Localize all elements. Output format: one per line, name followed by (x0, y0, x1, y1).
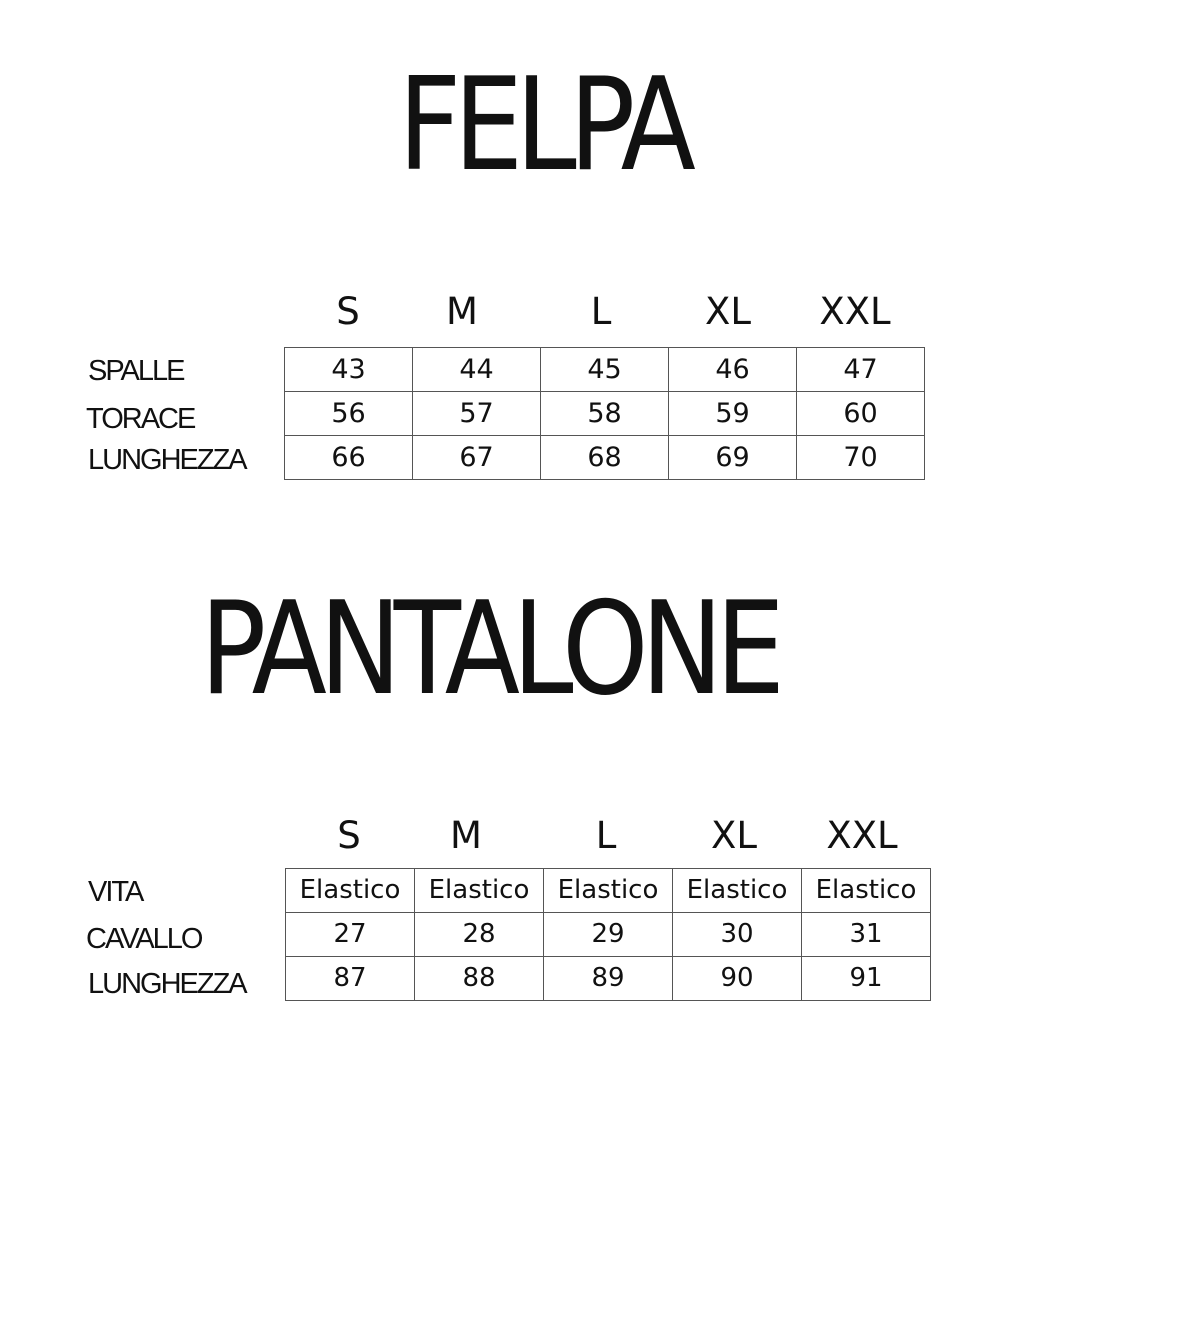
felpa-cell-torace-s: 56 (285, 392, 413, 436)
felpa-cell-spalle-xxl: 47 (797, 348, 925, 392)
felpa-cell-torace-m: 57 (413, 392, 541, 436)
pantalone-size-header-l: L (595, 814, 617, 857)
pantalone-size-table (285, 868, 931, 1001)
pantalone-row-vita (286, 869, 931, 913)
pantalone-row-lunghezza (286, 957, 931, 1001)
pantalone-cell-cavallo-s: 27 (286, 913, 415, 957)
felpa-cell-torace-xl: 59 (669, 392, 797, 436)
pantalone-cell-cavallo-xl: 30 (673, 913, 802, 957)
felpa-cell-lunghezza-xl: 69 (669, 436, 797, 480)
pantalone-cell-vita-s: Elastico (286, 869, 415, 913)
felpa-cell-lunghezza-l: 68 (541, 436, 669, 480)
pantalone-row-cavallo (286, 913, 931, 957)
pantalone-size-header-s: S (337, 814, 361, 857)
pantalone-cell-lunghezza-m: 88 (415, 957, 544, 1001)
pantalone-row-label-vita: VITA (88, 876, 143, 908)
felpa-row-label-lunghezza: LUNGHEZZA (88, 444, 246, 476)
pantalone-cell-vita-l: Elastico (544, 869, 673, 913)
pantalone-size-header-xxl: XXL (826, 814, 898, 857)
pantalone-cell-cavallo-xxl: 31 (802, 913, 931, 957)
felpa-row-label-torace: TORACE (86, 403, 195, 435)
pantalone-cell-vita-xl: Elastico (673, 869, 802, 913)
pantalone-title: PANTALONE (200, 575, 778, 724)
felpa-row-label-spalle: SPALLE (88, 355, 184, 387)
pantalone-cell-lunghezza-xl: 90 (673, 957, 802, 1001)
pantalone-cell-vita-xxl: Elastico (802, 869, 931, 913)
felpa-cell-lunghezza-xxl: 70 (797, 436, 925, 480)
felpa-size-table (284, 347, 925, 480)
pantalone-size-header-xl: XL (711, 814, 757, 857)
felpa-cell-torace-l: 58 (541, 392, 669, 436)
pantalone-cell-lunghezza-l: 89 (544, 957, 673, 1001)
felpa-cell-torace-xxl: 60 (797, 392, 925, 436)
felpa-cell-spalle-l: 45 (541, 348, 669, 392)
pantalone-cell-lunghezza-s: 87 (286, 957, 415, 1001)
felpa-size-header-m: M (446, 290, 478, 333)
felpa-size-header-s: S (336, 290, 360, 333)
pantalone-cell-vita-m: Elastico (415, 869, 544, 913)
felpa-cell-spalle-s: 43 (285, 348, 413, 392)
felpa-size-header-xxl: XXL (819, 290, 891, 333)
felpa-cell-spalle-xl: 46 (669, 348, 797, 392)
felpa-title: FELPA (398, 51, 689, 200)
pantalone-size-header-m: M (450, 814, 482, 857)
pantalone-cell-cavallo-m: 28 (415, 913, 544, 957)
felpa-row-torace (285, 392, 925, 436)
felpa-cell-lunghezza-s: 66 (285, 436, 413, 480)
felpa-size-header-l: L (590, 290, 612, 333)
felpa-cell-lunghezza-m: 67 (413, 436, 541, 480)
pantalone-cell-lunghezza-xxl: 91 (802, 957, 931, 1001)
felpa-cell-spalle-m: 44 (413, 348, 541, 392)
felpa-row-spalle (285, 348, 925, 392)
pantalone-cell-cavallo-l: 29 (544, 913, 673, 957)
felpa-row-lunghezza (285, 436, 925, 480)
pantalone-row-label-lunghezza: LUNGHEZZA (88, 968, 246, 1000)
felpa-size-header-xl: XL (705, 290, 751, 333)
pantalone-row-label-cavallo: CAVALLO (86, 923, 202, 955)
